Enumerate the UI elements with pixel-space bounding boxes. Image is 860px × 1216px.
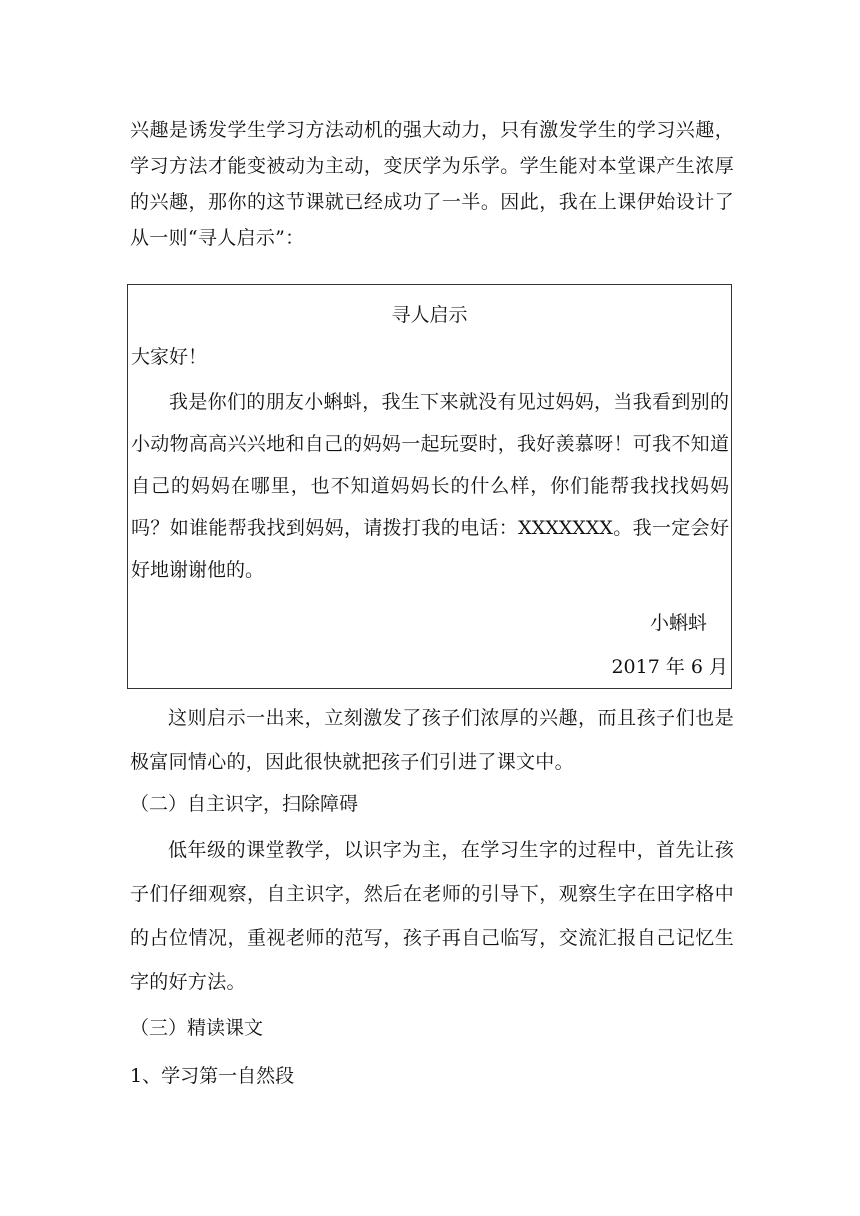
notice-date: 2017 年 6 月 (611, 656, 728, 678)
literacy-paragraph: 低年级的课堂教学，以识字为主，在学习生字的过程中，首先让孩子们仔细观察，自主识字，然后在老师的引导下，观察生字在田字格中的占位情况，重视老师的范写，孩子再自己临写，交流汇报自己记忆生字的好方法。 (130, 839, 734, 993)
notice-title: 寻人启示 (391, 304, 468, 326)
notice-signer: 小蝌蚪 (649, 612, 707, 634)
subsection-1-heading: 1、学习第一自然段 (130, 1065, 295, 1087)
notice-body: 我是你们的朋友小蝌蚪，我生下来就没有见过妈妈，当我看到别的小动物高高兴兴地和自己的妈妈一起玩耍时，我好羡慕呀！可我不知道自己的妈妈在哪里，也不知道妈妈长的什么样，你们能帮我找找妈妈吗？如谁能帮我找到妈妈，请拨打我的电话：XXXXXXX。我一定会好好地谢谢他的。 (131, 391, 729, 581)
missing-person-notice-box (127, 284, 732, 689)
section-3-heading: （三）精读课文 (130, 1017, 264, 1039)
section-2-heading: （二）自主识字，扫除障碍 (130, 793, 359, 815)
intro-paragraph: 兴趣是诱发学生学习方法动机的强大动力，只有激发学生的学习兴趣，学习方法才能变被动为主动，变厌学为乐学。学生能对本堂课产生浓厚的兴趣，那你的这节课就已经成功了一半。因此，我在上课伊始设计了从一则“寻人启示”： (130, 119, 734, 249)
notice-greeting: 大家好！ (131, 346, 208, 368)
after-notice-paragraph: 这则启示一出来，立刻激发了孩子们浓厚的兴趣，而且孩子们也是极富同情心的，因此很快就把孩子们引进了课文中。 (130, 707, 734, 773)
